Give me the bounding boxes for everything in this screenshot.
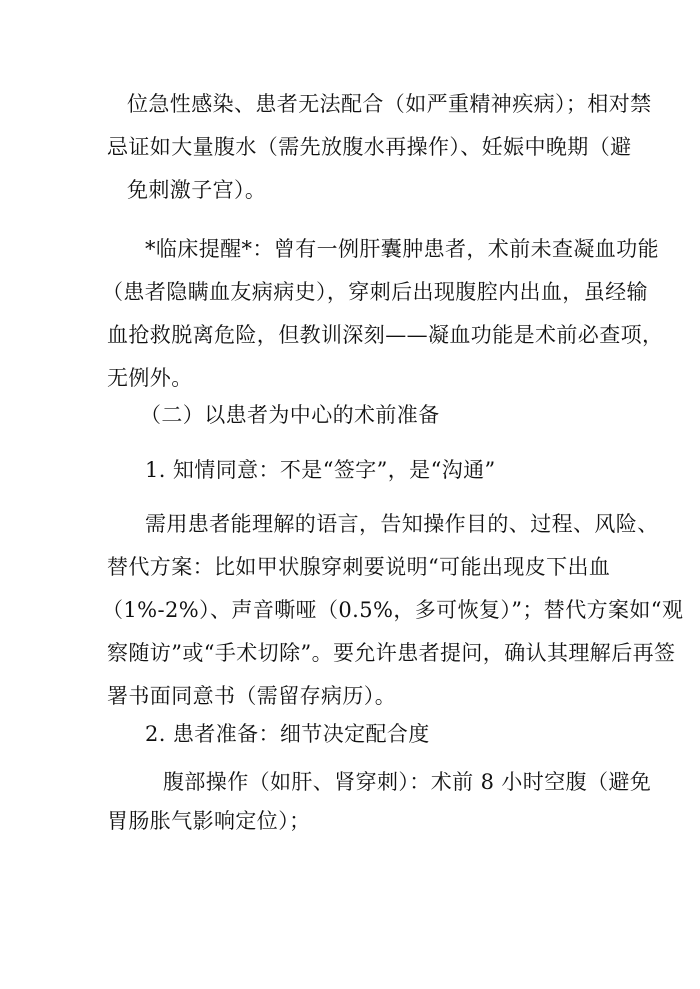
section-heading: （二）以患者为中心的术前准备 — [140, 403, 440, 427]
text-line-2: 忌证如大量腹水（需先放腹水再操作）、妊娠中晚期（避 — [107, 135, 632, 159]
subheading-informed-consent: 1. 知情同意：不是“签字”，是“沟通” — [145, 458, 496, 482]
text-line-4: *临床提醒*：曾有一例肝囊肿患者，术前未查凝血功能 — [145, 237, 659, 261]
text-line-10: 需用患者能理解的语言，告知操作目的、过程、风险、 — [145, 512, 659, 536]
text-line-12: （1%-2%）、声音嘶哑（0.5%，多可恢复）”；替代方案如“观 — [102, 598, 684, 622]
text-line-17: 胃肠胀气影响定位）； — [107, 809, 311, 833]
text-line-3: 免刺激子宫）。 — [127, 178, 267, 202]
subheading-patient-preparation: 2. 患者准备：细节决定配合度 — [145, 722, 430, 746]
text-line-14: 署书面同意书（需留存病历）。 — [107, 684, 397, 708]
text-line-1: 位急性感染、患者无法配合（如严重精神疾病）；相对禁 — [127, 92, 652, 116]
text-line-11: 替代方案：比如甲状腺穿刺要说明“可能出现皮下出血 — [107, 555, 611, 579]
text-line-13: 察随访”或“手术切除”。要允许患者提问，确认其理解后再签 — [107, 641, 676, 665]
text-line-7: 无例外。 — [107, 366, 193, 390]
text-line-5: （患者隐瞒血友病病史），穿刺后出现腹腔内出血，虽经输 — [102, 280, 648, 304]
text-line-6: 血抢救脱离危险，但教训深刻——凝血功能是术前必查项， — [107, 323, 664, 347]
text-line-16: 腹部操作（如肝、肾穿刺）：术前 8 小时空腹（避免 — [163, 770, 652, 794]
